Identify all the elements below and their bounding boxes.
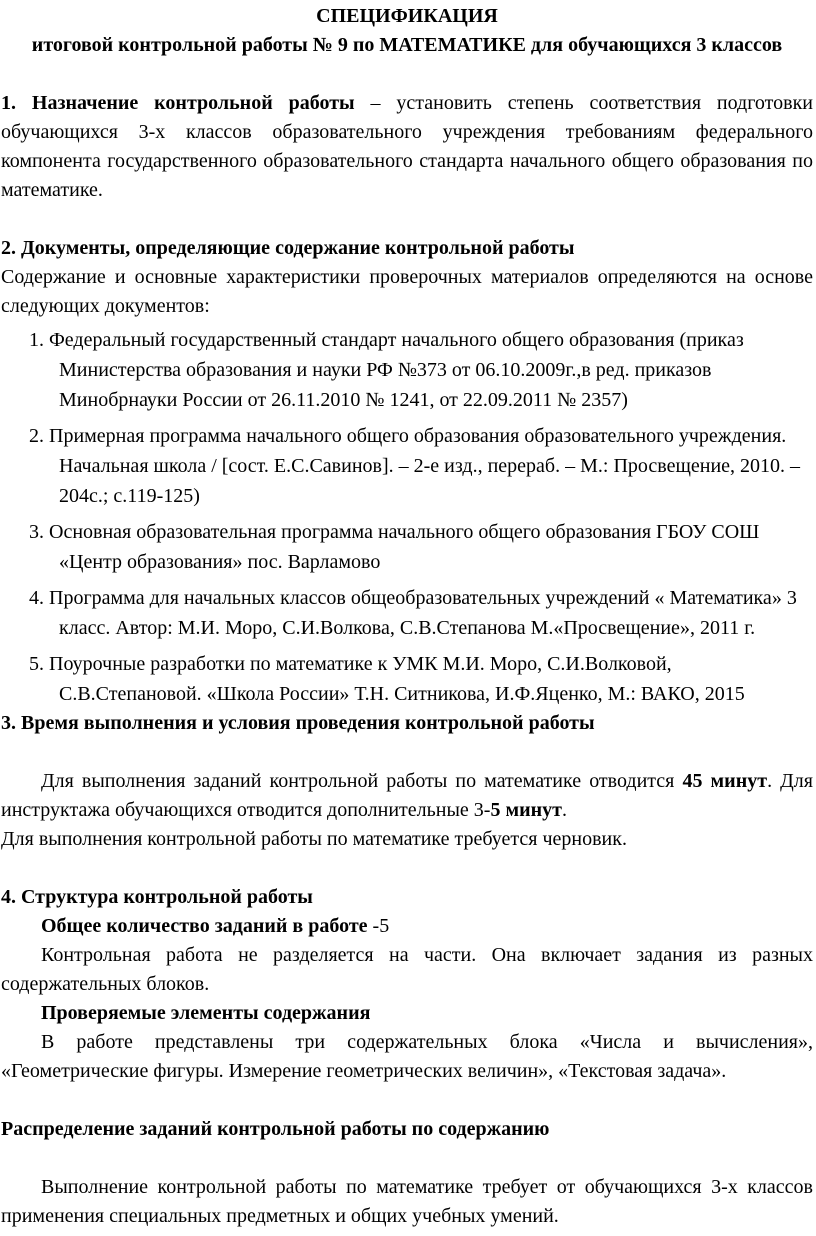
list-item: 3. Основная образовательная программа начального общего образования ГБОУ СОШ «Центр образования» пос. Варламово bbox=[29, 521, 760, 573]
list-item: 2. Примерная программа начального общего образования образовательного учреждения. Начальная школа / [сост. Е.С.Савинов]. – 2-е изд., перераб. – М.: Просвещение, 2010. – 204с.; с.119-125) bbox=[29, 425, 801, 507]
task-count-label: Общее количество заданий в работе bbox=[41, 915, 368, 937]
section-purpose bbox=[1, 89, 813, 205]
list-item: 5. Поурочные разработки по математике к УМК М.И. Моро, С.И.Волковой, С.В.Степановой. «Школа России» Т.Н. Ситникова, И.Ф.Яценко, М.: ВАКО, 2015 bbox=[29, 653, 745, 705]
document-subtitle: итоговой контрольной работы № 9 по МАТЕМАТИКЕ для обучающихся 3 классов bbox=[31, 34, 783, 56]
time-minutes-main: 45 минут bbox=[682, 770, 768, 792]
distribution-heading: Распределение заданий контрольной работы по содержанию bbox=[1, 1118, 550, 1140]
section-time-draft: Для выполнения контрольной работы по математике требуется черновик. bbox=[1, 828, 627, 850]
list-item: 4. Программа для начальных классов общеобразовательных учреждений « Математика» 3 класс. Автор: М.И. Моро, С.И.Волкова, С.В.Степанова М.«Просвещение», 2011 г. bbox=[29, 587, 797, 639]
structure-paragraph: Контрольная работа не разделяется на части. Она включает задания из разных содержательных блоков. bbox=[1, 944, 813, 995]
content-elements-label: Проверяемые элементы содержания bbox=[41, 1002, 371, 1024]
section-documents-intro: Содержание и основные характеристики проверочных материалов определяются на основе следующих документов: bbox=[1, 266, 813, 317]
task-count-value: -5 bbox=[367, 915, 390, 937]
documents-list bbox=[1, 325, 813, 709]
document-title: СПЕЦИФИКАЦИЯ bbox=[316, 5, 498, 27]
section-structure-heading: 4. Структура контрольной работы bbox=[1, 886, 313, 908]
spacer bbox=[1, 854, 813, 883]
spacer bbox=[1, 1144, 813, 1173]
spacer bbox=[1, 60, 813, 89]
section-purpose-heading: 1. Назначение контрольной работы bbox=[1, 92, 355, 114]
content-blocks-paragraph: В работе представлены три содержательных блока «Числа и вычисления», «Геометрические фигуры. Измерение геометрических величин», «Текстовая задача». bbox=[1, 1031, 813, 1082]
distribution-paragraph: Выполнение контрольной работы по математике требует от обучающихся 3-х классов применения специальных предметных и общих учебных умений. bbox=[1, 1176, 813, 1227]
spacer bbox=[1, 205, 813, 234]
time-text-e: . bbox=[561, 799, 567, 821]
time-text-a: Для выполнения заданий контрольной работы по математике отводится bbox=[41, 770, 683, 792]
section-purpose-text: – установить степень соответствия подготовки обучающихся 3-х классов образовательного учреждения требованиям федерального компонента государственного образовательного стандарта начального общего образования по математике. bbox=[1, 92, 813, 201]
time-minutes-extra: 5 минут bbox=[490, 799, 562, 821]
section-time-paragraph bbox=[1, 767, 813, 825]
section-time-heading: 3. Время выполнения и условия проведения контрольной работы bbox=[1, 712, 595, 734]
task-count bbox=[1, 912, 813, 941]
spacer bbox=[1, 738, 813, 767]
list-item: 1. Федеральный государственный стандарт начального общего образования (приказ Министерства образования и науки РФ №373 от 06.10.2009г.,в ред. приказов Минобрнауки России от 26.11.2010 № 1241, от 22.09.2011 № 2357) bbox=[29, 329, 744, 411]
spacer bbox=[1, 1086, 813, 1115]
time-text-c: . Для инструктажа обучающихся отводится дополнительные 3- bbox=[1, 770, 813, 821]
section-documents-heading: 2. Документы, определяющие содержание контрольной работы bbox=[1, 237, 575, 259]
